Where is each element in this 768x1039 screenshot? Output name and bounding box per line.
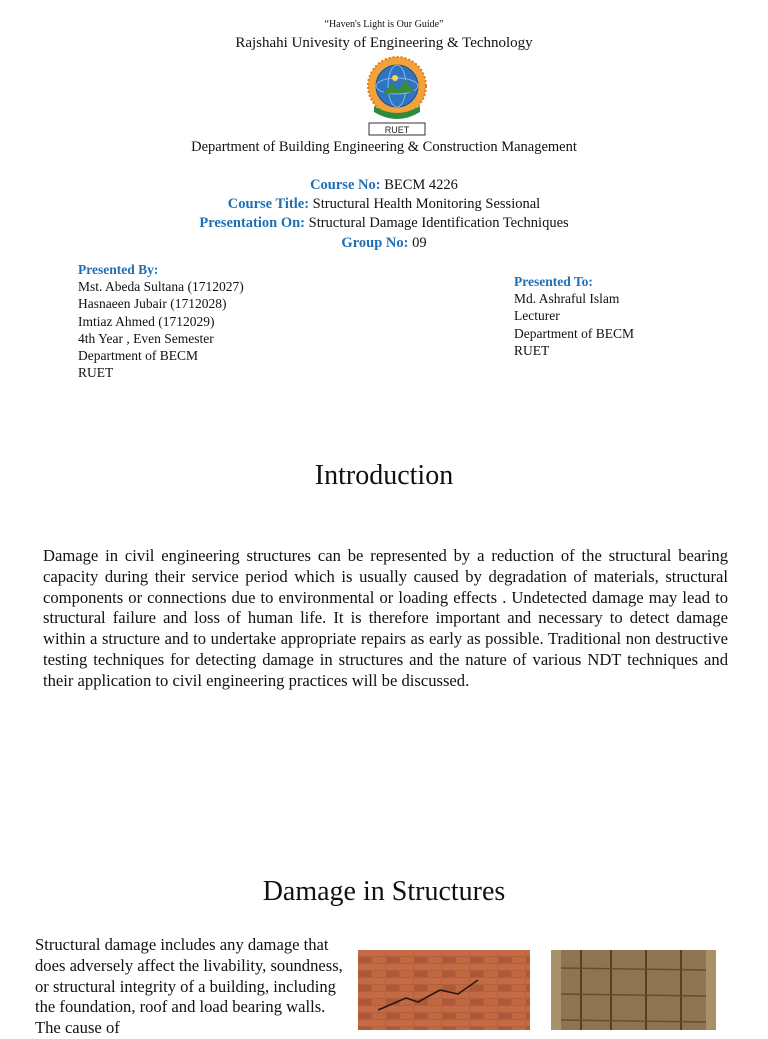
- cracked-brick-wall-image: [358, 950, 530, 1030]
- university-name: Rajshahi Univesity of Engineering & Technology: [235, 35, 533, 51]
- introduction-heading: Introduction: [314, 460, 454, 491]
- group-label: Group No:: [341, 235, 409, 251]
- presenter-line: RUET: [78, 365, 114, 381]
- introduction-paragraph: Damage in civil engineering structures can be represented by a reduction of the structural bearing capacity during their service period which is usually caused by degradation of materials, structural components or connections due to environmental or loading effects . Undetected damage may lead to structural failure and loss of human life. It is therefore important and necessary to detect damage within a structure and to undertake appropriate repairs as early as possible. Traditional non destructive testing techniques for detecting damage in structures and the nature of various NDT techniques and their application to civil engineering practices will be discussed.: [43, 546, 728, 690]
- presenter-line: Mst. Abeda Sultana (1712027): [78, 279, 244, 295]
- damaged-concrete-column-image: [551, 950, 716, 1030]
- presented-to-block: [514, 273, 634, 359]
- ruet-logo: [362, 56, 432, 138]
- recipient-line: Md. Ashraful Islam: [514, 291, 620, 307]
- atom-icon: [392, 75, 398, 81]
- course-no-line: [0, 177, 768, 194]
- recipient-line: Department of BECM: [514, 325, 634, 341]
- course-title-label: Course Title:: [227, 196, 310, 212]
- motto: “Haven's Light is Our Guide”: [324, 19, 444, 30]
- presentation-line: [0, 215, 768, 232]
- presenter-line: Imtiaz Ahmed (1712029): [78, 313, 215, 329]
- presenter-line: Hasnaeen Jubair (1712028): [78, 296, 227, 312]
- presenter-line: 4th Year , Even Semester: [78, 330, 214, 346]
- presented-to-heading: Presented To:: [514, 274, 593, 289]
- logo-text: RUET: [384, 125, 410, 135]
- presenter-line: Department of BECM: [78, 348, 198, 364]
- damage-heading: Damage in Structures: [262, 876, 506, 907]
- course-no-label: Course No:: [310, 177, 381, 193]
- course-no-value: BECM 4226: [380, 177, 458, 193]
- presentation-value: Structural Damage Identification Techniques: [305, 215, 569, 231]
- presentation-label: Presentation On:: [199, 215, 305, 231]
- damage-paragraph: Structural damage includes any damage that does adversely affect the livability, soundness, or structural integrity of a building, including the foundation, roof and load bearing walls. The cause of: [35, 935, 343, 1038]
- logo-globe: [376, 65, 418, 107]
- recipient-line: Lecturer: [514, 308, 560, 324]
- presented-by-block: [78, 261, 244, 381]
- presented-by-heading: Presented By:: [78, 262, 159, 277]
- group-line: [0, 235, 768, 252]
- group-value: 09: [408, 235, 427, 251]
- course-title-line: [0, 196, 768, 213]
- course-title-value: Structural Health Monitoring Sessional: [309, 196, 541, 212]
- department-name: Department of Building Engineering & Construction Management: [191, 139, 577, 155]
- recipient-line: RUET: [514, 342, 550, 358]
